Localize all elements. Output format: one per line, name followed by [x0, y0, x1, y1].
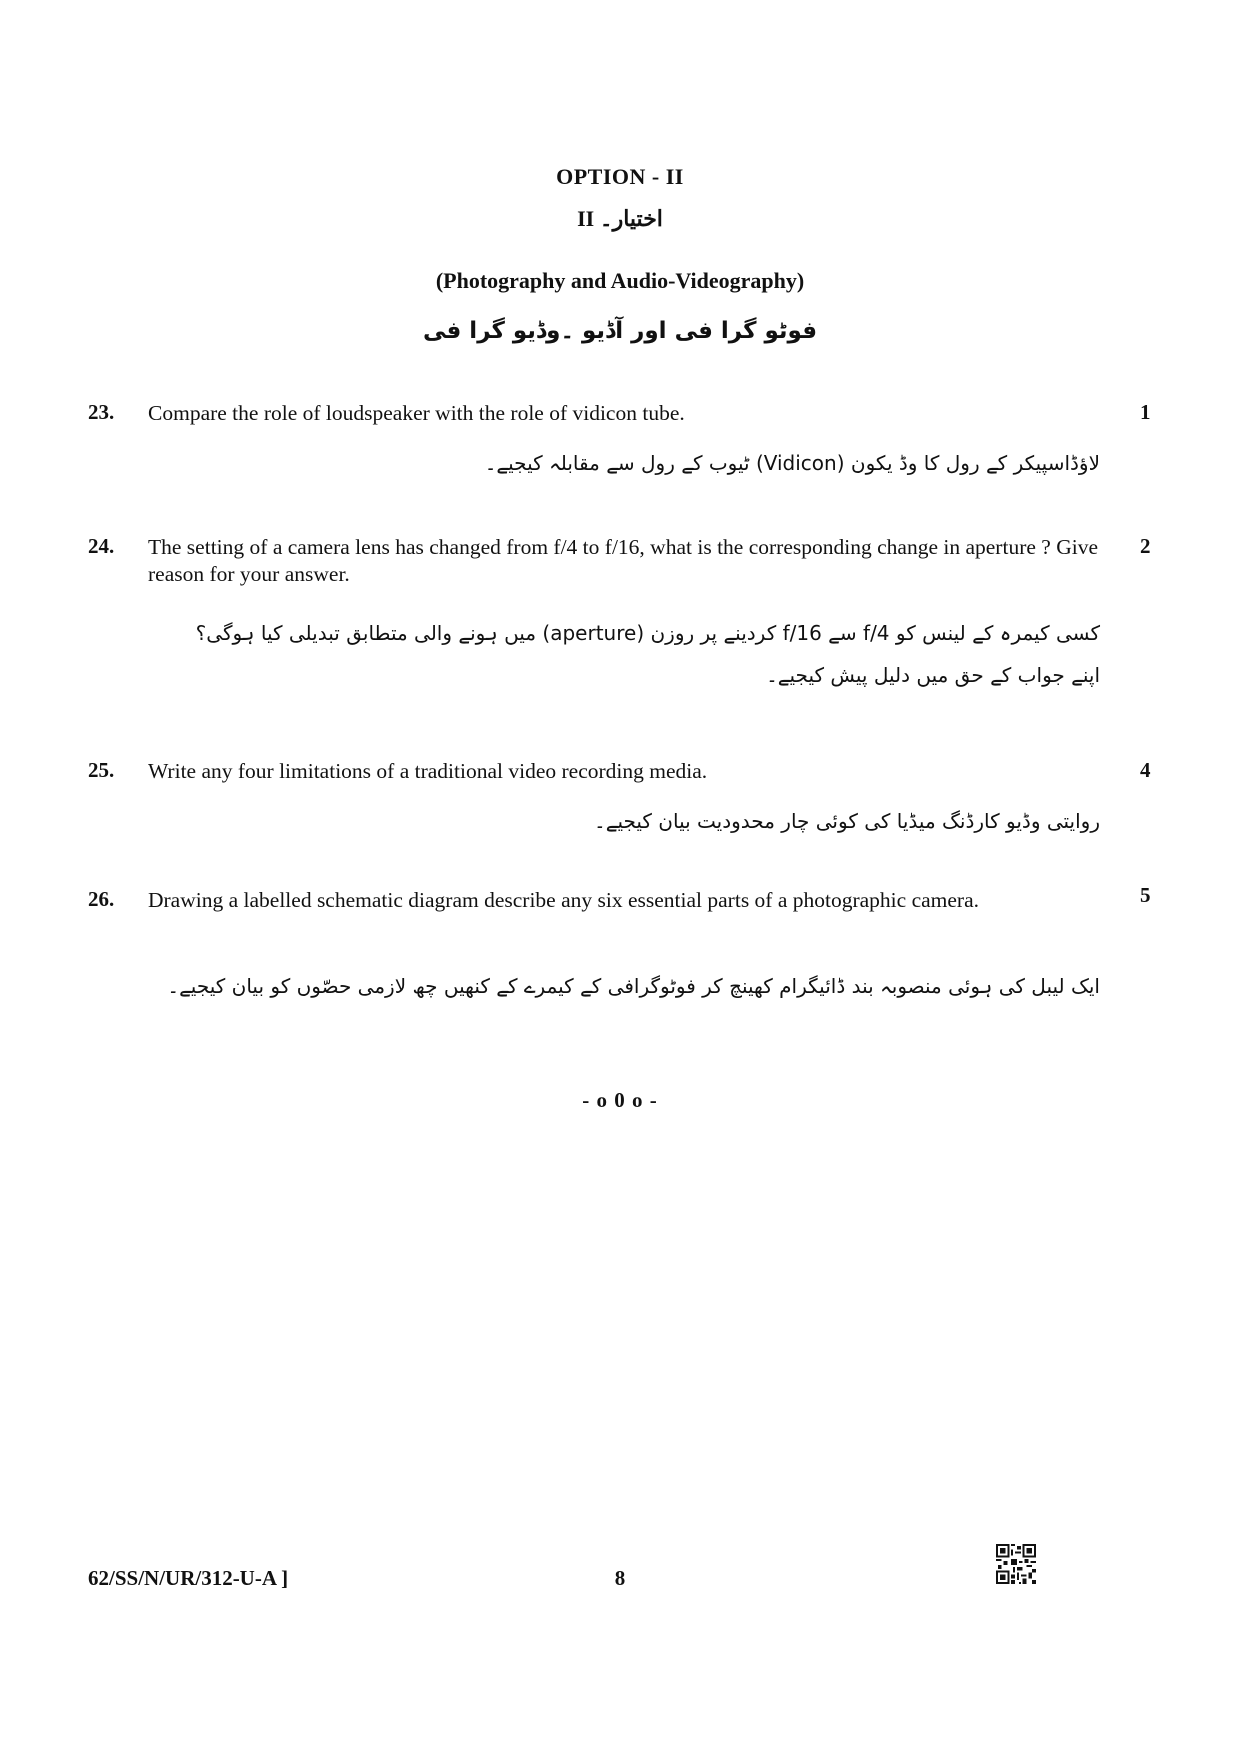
paper-code: 62/SS/N/UR/312-U-A ] [88, 1566, 289, 1590]
question-number: 24. [88, 534, 115, 558]
option-title: OPTION - II [556, 164, 684, 189]
question-marks: 5 [1140, 883, 1151, 907]
question-number: 23. [88, 400, 115, 424]
question-marks: 2 [1140, 534, 1151, 558]
page-number: 8 [614, 1566, 626, 1590]
question-text-urdu: ایک لیبل کی ہوئی منصوبہ بند ڈائیگرام کھینچ کر فوٹوگرافی کے کیمرے کے کنھیں چھ لازمی حصّوں کو بیان کیجیے۔ [167, 974, 1100, 998]
question-text-urdu: لاؤڈاسپیکر کے رول کا وڈ یکون (Vidicon) ٹیوب کے رول سے مقابلہ کیجیے۔ [484, 451, 1100, 475]
question-marks: 4 [1140, 758, 1151, 782]
end-of-paper-mark: - o 0 o - [582, 1088, 658, 1112]
question-text: Drawing a labelled schematic diagram describe any six essential parts of a photographic camera. [148, 888, 980, 912]
question-number: 25. [88, 758, 115, 782]
question-text-urdu: روایتی وڈیو کارڈنگ میڈیا کی کوئی چار محدودیت بیان کیجیے۔ [594, 809, 1100, 833]
subject-title-urdu: فوٹو گرا فی اور آڈیو ۔وڈیو گرا فی [422, 318, 818, 344]
question-text: Write any four limitations of a traditional video recording media. [148, 759, 708, 783]
question-text: Compare the role of loudspeaker with the role of vidicon tube. [148, 401, 685, 425]
subject-title: (Photography and Audio-Videography) [435, 268, 805, 293]
question-text-urdu-line-1: کسی کیمرہ کے لینس کو f/4 سے f/16 کردینے پر روزن (aperture) میں ہونے والی متطابق تبدیلی کیا ہوگی؟ [195, 621, 1100, 645]
question-number: 26. [88, 887, 115, 911]
question-text: The setting of a camera lens has changed from f/4 to f/16, what is the corresponding change in aperture ? Give reason for your answer. [148, 535, 1098, 586]
qr-code-icon [996, 1544, 1036, 1584]
question-marks: 1 [1140, 400, 1151, 424]
question-text-urdu-line-2: اپنے جواب کے حق میں دلیل پیش کیجیے۔ [766, 663, 1100, 687]
option-title-urdu: اختیار۔ II [577, 206, 663, 231]
